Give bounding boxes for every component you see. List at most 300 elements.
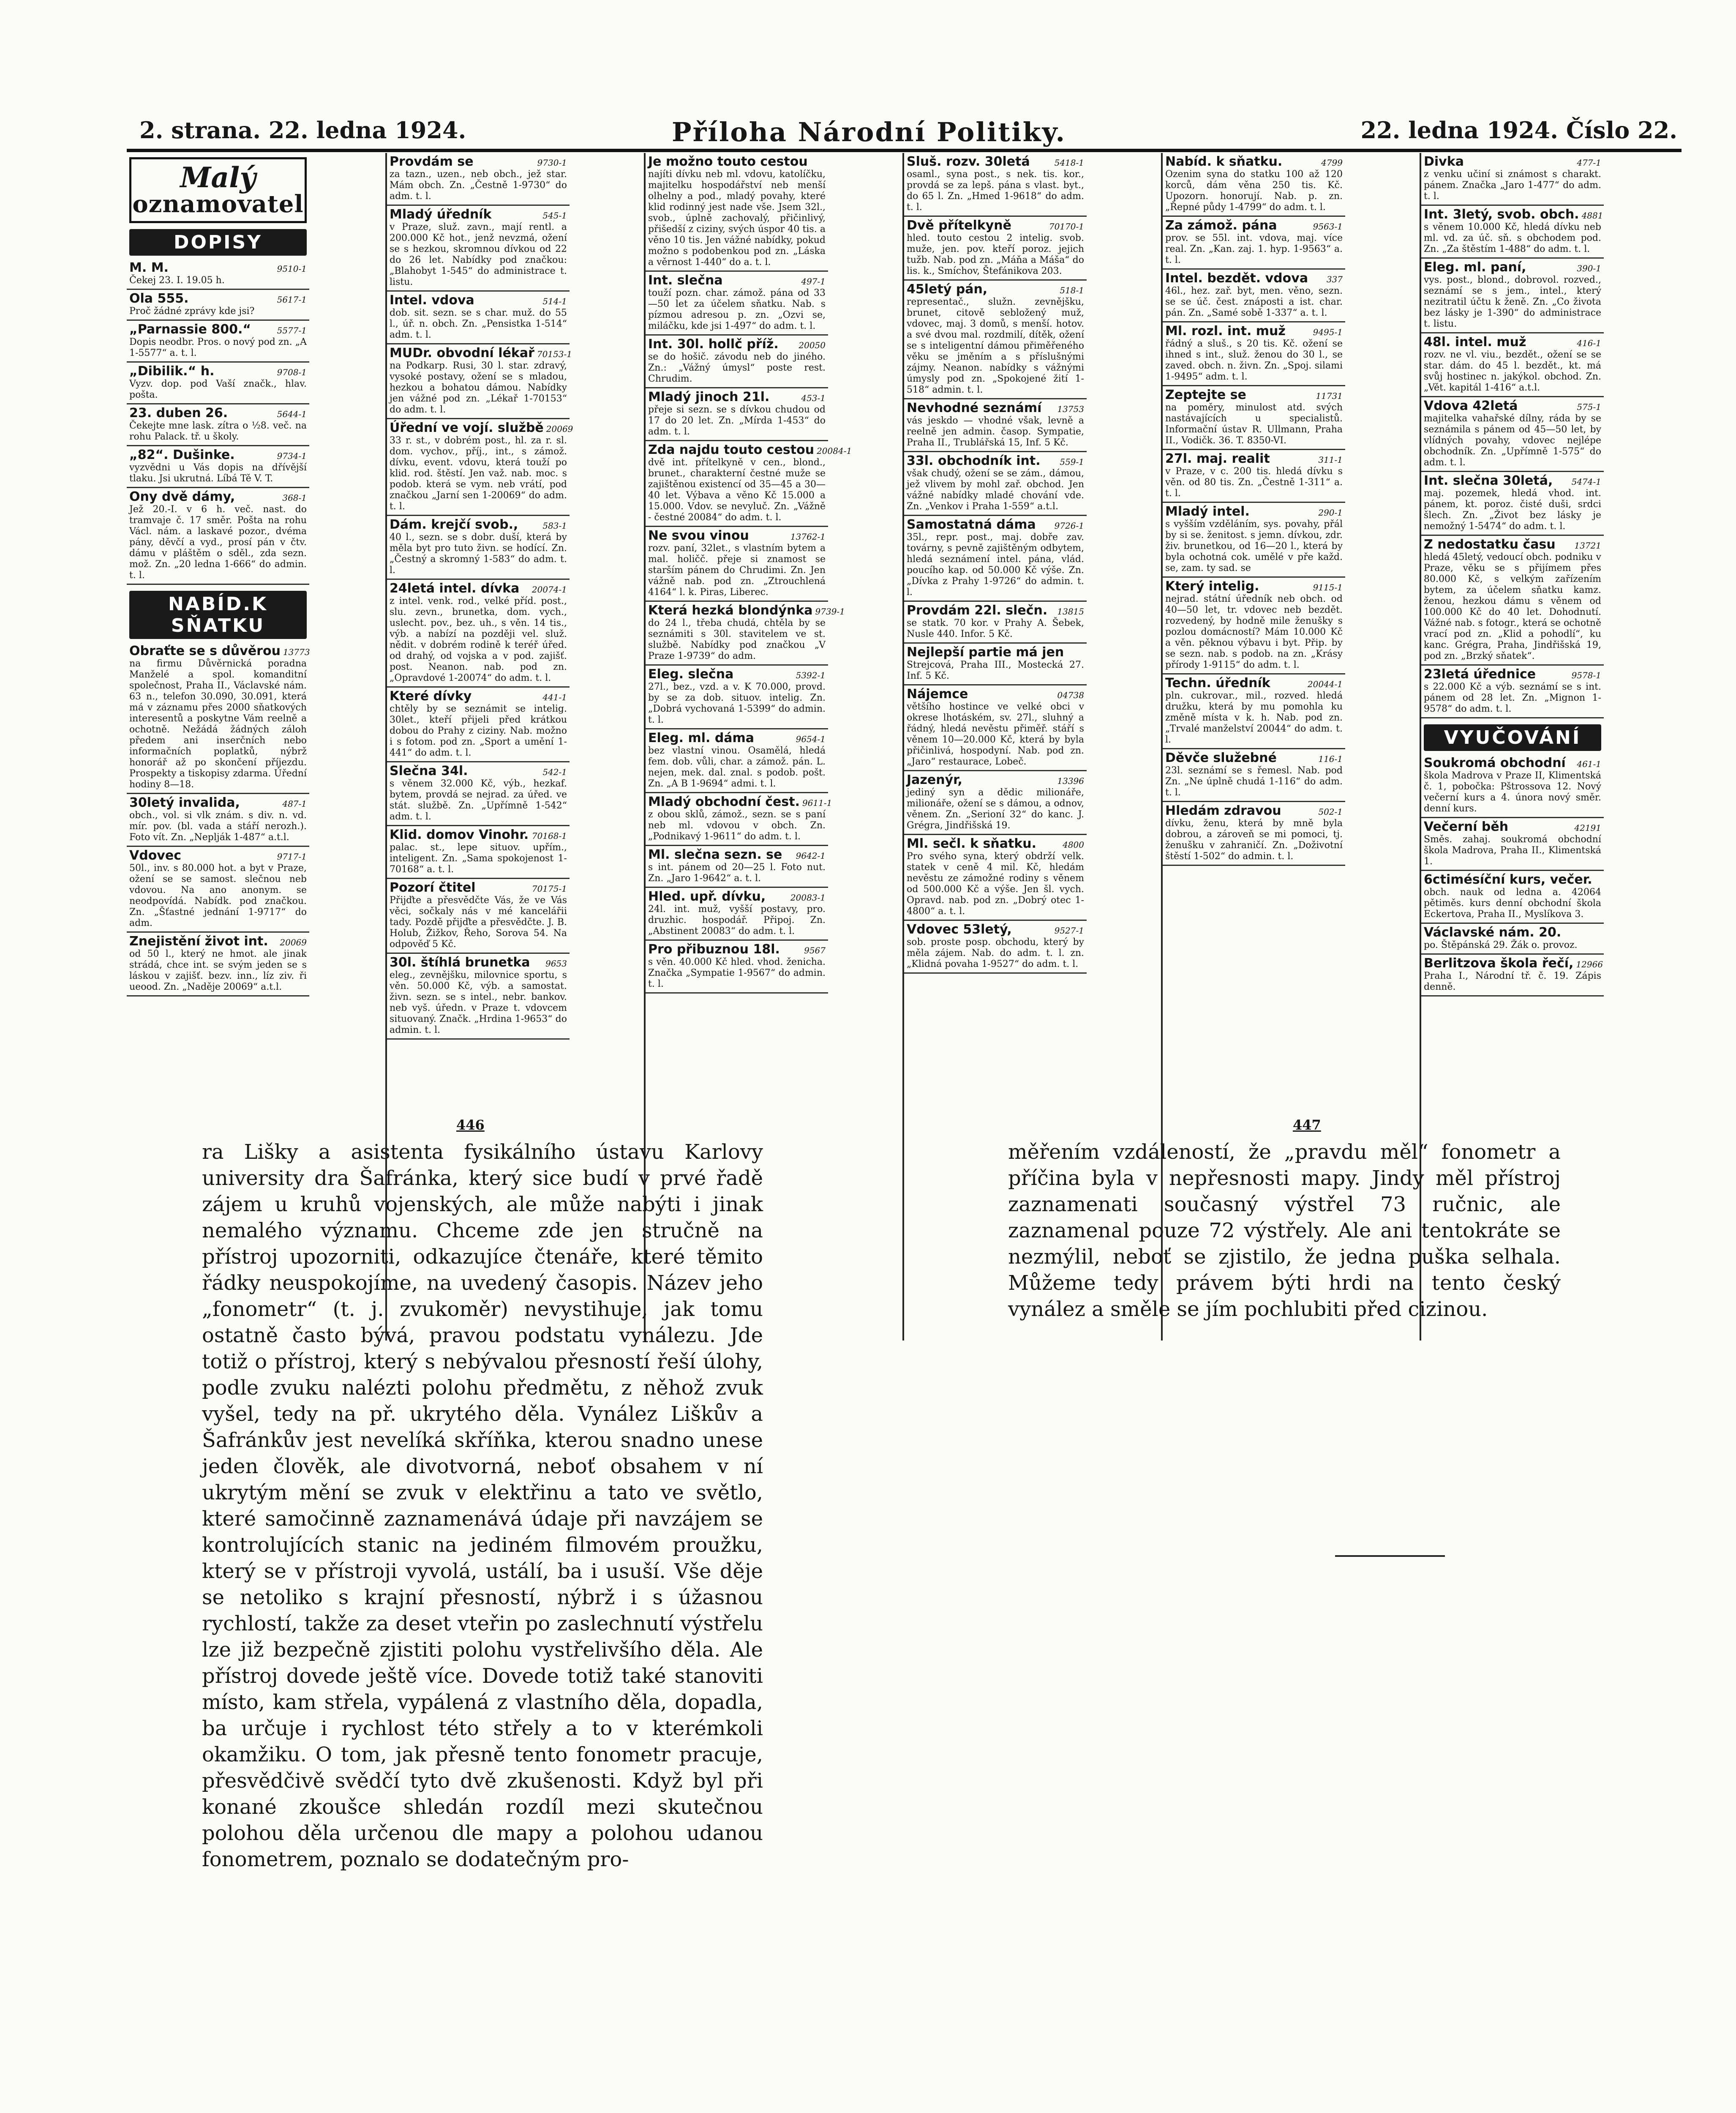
ad-code: 9717-1 bbox=[277, 852, 307, 862]
ad-code: 9739-1 bbox=[815, 606, 845, 617]
ad-text: dvě int. přítelkyně v cen., blond., brunet., charakterní čestné muže se zajištěnou existencí od 35—45 a 30—40 let. Výbava a věno Kč 15.000 a 15.000. Vdov. se nevyluč. Zn. „Vážně - čestné 20084“ do adm. t. l. bbox=[648, 457, 826, 523]
classified-ad bbox=[127, 321, 309, 363]
classified-ad bbox=[387, 688, 570, 762]
ad-code: 514-1 bbox=[542, 296, 567, 306]
ad-code: 11731 bbox=[1316, 391, 1343, 401]
classified-ad bbox=[646, 666, 828, 729]
ad-code: 311-1 bbox=[1318, 455, 1343, 465]
ad-text: 50l., inv. s 80.000 hot. a byt v Praze, ožení se se samost. slečnou neb vdovou. Na ano anonym. se neodpovídá. Nabídk. pod značkou. Zn. „Šťastné jednání 1-9717“ do adm. bbox=[129, 863, 307, 928]
ads-list bbox=[646, 153, 852, 994]
classified-ad bbox=[1421, 818, 1604, 871]
ad-code: 9567 bbox=[804, 945, 826, 955]
classified-ad bbox=[127, 642, 309, 794]
classified-ad bbox=[904, 399, 1087, 452]
classified-ad bbox=[646, 729, 828, 793]
classified-ad bbox=[387, 292, 570, 344]
ad-code: 5644-1 bbox=[277, 409, 307, 419]
ad-text: Strejcová, Praha III., Mostecká 27. Inf. 5 Kč. bbox=[907, 660, 1084, 681]
classified-ad bbox=[1421, 924, 1604, 955]
classified-ad bbox=[127, 363, 309, 404]
ad-title: 27l. maj. realit bbox=[1165, 451, 1270, 466]
ad-code: 13396 bbox=[1057, 776, 1084, 786]
ad-code: 13753 bbox=[1057, 404, 1084, 414]
ad-title: Ml. slečna sezn. se bbox=[648, 847, 782, 862]
ad-title: Hledám zdravou bbox=[1165, 803, 1281, 818]
ad-text: se statk. 70 kor. v Prahy A. Šebek, Nusle 440. Infor. 5 Kč. bbox=[907, 618, 1084, 639]
ad-title: „82“. Dušinke. bbox=[129, 448, 235, 462]
classified-ad bbox=[646, 336, 828, 388]
classified-ad bbox=[646, 153, 828, 272]
classified-ad bbox=[646, 941, 828, 994]
ad-code: 9654-1 bbox=[796, 734, 826, 744]
ad-code: 390-1 bbox=[1577, 263, 1601, 273]
classified-ad bbox=[646, 602, 845, 666]
header-title: Příloha Národní Politiky. bbox=[672, 117, 1066, 147]
classified-ad bbox=[127, 290, 309, 321]
section-nabidky: NABÍD.K SŇATKU bbox=[129, 591, 307, 639]
classified-ad bbox=[1421, 206, 1604, 259]
ad-code: 13815 bbox=[1057, 606, 1084, 617]
ads-list bbox=[127, 642, 309, 996]
ads-list bbox=[1163, 153, 1345, 866]
ad-text: s věn. 40.000 Kč hled. vhod. ženicha. Značka „Sympatie 1-9567“ do admin. t. l. bbox=[648, 957, 826, 989]
ad-text: palac. st., lepe situov. upřím., inteligent. Zn. „Sama spokojenost 1-70168“ a. t. l. bbox=[390, 842, 567, 875]
ad-title: Mladý jinoch 21l. bbox=[648, 390, 770, 404]
ad-code: 5474-1 bbox=[1571, 477, 1601, 487]
ad-code: 42191 bbox=[1574, 823, 1601, 833]
classified-ad bbox=[1163, 578, 1345, 674]
ad-code: 477-1 bbox=[1577, 158, 1601, 168]
ad-title: Který intelig. bbox=[1165, 579, 1259, 594]
ad-text: s 22.000 Kč a výb. seznámí se s int. pánem od 28 let. Zn. „Mignon 1-9578“ do adm. t. l. bbox=[1424, 682, 1601, 714]
classified-ad bbox=[1163, 802, 1345, 866]
classified-ad bbox=[646, 272, 828, 336]
ad-title: Večerní běh bbox=[1424, 819, 1509, 834]
ad-text: 46l., hez. zař. byt, men. věno, sezn. se se úč. čest. znáposti a ist. char. pán. Zn. „Samé sobě 1-337“ a. t. l. bbox=[1165, 286, 1343, 318]
ad-code: 416-1 bbox=[1577, 338, 1601, 348]
classified-ad bbox=[646, 388, 828, 441]
ad-text: řádný a sluš., s 20 tis. Kč. ožení se ihned s int., služ. ženou do 30 l., se zaved. obch. n. živn. Zn. „Spoj. silami 1-9495“ adm. t. l. bbox=[1165, 339, 1343, 382]
ad-title: MUDr. obvodní lékař bbox=[390, 346, 534, 360]
classified-ad bbox=[387, 344, 570, 419]
classified-ad bbox=[127, 404, 309, 446]
classified-ad bbox=[904, 921, 1087, 974]
classified-ad bbox=[904, 217, 1087, 281]
ad-title: Eleg. slečna bbox=[648, 667, 734, 682]
classified-ad bbox=[1421, 397, 1604, 472]
ad-text: v Praze, v c. 200 tis. hledá dívku s věn. od 80 tis. Zn. „Čestně 1-311“ a. t. l. bbox=[1165, 466, 1343, 499]
ad-code: 583-1 bbox=[542, 521, 567, 531]
ad-title: Ony dvě dámy, bbox=[129, 489, 235, 504]
classified-ad bbox=[1163, 322, 1345, 386]
ad-text: nejrad. státní úředník neb obch. od 40—50 let, tr. vdovec neb bezdět. rozvedený, by hodně mile ženušky s pozlou domácností? Mám 10.000 Kč a věn. pěknou výbavu i byt. Přip. by se sezn. nab. s podob. na zn. „Krásy přírody 1-9115“ do adm. t. l. bbox=[1165, 594, 1343, 670]
ad-code: 20044-1 bbox=[1307, 679, 1343, 689]
classified-ad bbox=[646, 846, 828, 888]
ad-text: na firmu Důvěrnická poradna Manželé a spol. komanditní společnost, Praha II., Václavské nám. 63 n., telefon 30.090, 30.091, která má v záznamu přes 2000 sňatkových interesentů a poskytne Vám reelně a ochotně. Nežádá žádných záloh předem ani inserčních nebo informačních poplatků, nýbrž honorář až po skončení příjezdu. Prospekty a tiskopisy zdarma. Úřední hodiny 8—18. bbox=[129, 658, 307, 790]
ad-code: 5418-1 bbox=[1054, 158, 1084, 168]
ad-text: z venku učiní si známost s charakt. pánem. Značka „Jaro 1-477“ do adm. t. l. bbox=[1424, 169, 1601, 202]
masthead-line1: Malý bbox=[180, 161, 256, 194]
ad-title: Úřední ve vojí. službě bbox=[390, 420, 544, 435]
header-rule bbox=[127, 149, 1681, 152]
ad-text: s věnem 32.000 Kč, výb., hezkaf. bytem, provdá se nejrad. za úřed. ve stát. službě. Zn. „Upřímně 1-542“ adm. t. l. bbox=[390, 778, 567, 822]
ad-text: vys. post., blond., dobrovol. rozved., seznámí se s jem., intel., který nezitratil účtu k ženě. Zn. „Co života bez lásky je 1-390“ do administrace t. listu. bbox=[1424, 275, 1601, 329]
ad-title: Ne svou vinou bbox=[648, 528, 749, 543]
ad-text: obch., vol. si vlk znám. s div. n. vd. mír. pov. (bl. vada a stáří nerozh.). Foto vít. Zn. „Neplják 1-487“ a.t.l. bbox=[129, 810, 307, 843]
ad-code: 116-1 bbox=[1318, 754, 1343, 764]
classified-ad bbox=[387, 153, 570, 206]
ad-title: Int. slečna bbox=[648, 273, 723, 288]
classified-ad bbox=[387, 580, 570, 688]
page-header bbox=[139, 117, 1677, 150]
ad-title: Dvě přítelkyně bbox=[907, 218, 1011, 233]
ad-title: Sluš. rozv. 30letá bbox=[907, 154, 1030, 169]
ad-text: rozv. ne vl. viu., bezdět., ožení se se star. dám. do 45 l. bezdět., kt. má svůj hostinec n. jakýkol. obchod. Zn. „Vět. kapitál 1-416“ a.t.l. bbox=[1424, 349, 1601, 393]
ad-title: 30letý invalida, bbox=[129, 795, 240, 810]
ad-code: 4799 bbox=[1321, 158, 1343, 168]
ad-code: 9527-1 bbox=[1054, 925, 1084, 936]
classified-ad bbox=[387, 826, 570, 879]
classified-ad bbox=[904, 516, 1087, 602]
ad-title: Hled. upř. dívku, bbox=[648, 889, 766, 904]
classified-ad bbox=[904, 771, 1087, 835]
classified-ad bbox=[904, 452, 1087, 516]
ad-code: 461-1 bbox=[1577, 759, 1601, 769]
ad-title: Zda najdu touto cestou bbox=[648, 442, 815, 457]
classified-ad bbox=[1163, 217, 1345, 270]
ad-title: 33l. obchodník int. bbox=[907, 453, 1041, 468]
ad-text: dob. sit. sezn. se s char. muž. do 55 l., úř. n. obch. Zn. „Pensistka 1-514“ adm. t. l. bbox=[390, 308, 567, 340]
ad-code: 542-1 bbox=[542, 767, 567, 777]
ad-text: maj. pozemek, hledá vhod. int. pánem, kt. poroz. čisté duši, srdci šlech. Zn. „Život bez lásky je nemožný 1-5474“ do adm. t. l. bbox=[1424, 488, 1601, 532]
ad-text: 23l. seznámí se s řemesl. Nab. pod Zn. „Ne úplně chudá 1-116“ do adm. t. l. bbox=[1165, 765, 1343, 798]
classified-ad bbox=[904, 835, 1087, 921]
ad-code: 70153-1 bbox=[537, 349, 572, 359]
ad-text: prov. se 55l. int. vdova, maj. více real. Zn. „Kan. zaj. 1. hyp. 1-9563“ a. t. l. bbox=[1165, 233, 1343, 265]
ad-text: z obou sklů, zámož., sezn. se s paní neb ml. vdovou v obch. Zn. „Podnikavý 1-9611“ do adm. t. l. bbox=[648, 809, 826, 842]
ad-title: Které dívky bbox=[390, 689, 472, 704]
ad-code: 20083-1 bbox=[790, 893, 826, 903]
classified-ad bbox=[387, 762, 570, 826]
ad-title: Intel. vdova bbox=[390, 293, 474, 308]
ad-title: Jazenýr, bbox=[907, 773, 962, 787]
ad-text: pln. cukrovar., mil., rozved. hledá družku, která by mu pomohla ku změně místa v k. h. Nab. pod zn. „Trvalé manželství 20044“ do adm. t. l. bbox=[1165, 691, 1343, 745]
ad-text: bez vlastní vinou. Osamělá, hledá fem. dob. vůli, char. a zámož. pán. L. nejen, mek. dal. znal. s podob. pošt. Zn. „A B 1-9694“ admi. t. l. bbox=[648, 745, 826, 789]
ad-code: 9115-1 bbox=[1313, 582, 1343, 592]
ad-code: 5392-1 bbox=[796, 670, 826, 680]
article-left-column: ra Lišky a asistenta fysikálního ústavu Karlovy university dra Šafránka, který sice budí v prvé řadě zájem u kruhů vojenských, ale může nabýti i jinak nemalého významu. Chceme zde jen stručně na přístroj upozorniti, odkazujíce čtenáře, které těmito řádky neuspokojíme, na uvedený časopis. Název jeho „fonometr“ (t. j. zvukoměr) nevystihuje, jak tomu ostatně často bývá, pravou podstatu vynálezu. Jde totiž o přístroj, který s nebývalou přesností řeší úlohy, podle zvuku nalézti polohu předmětu, z něhož zvuk vyšel, tedy na př. ukrytého děla. Vynález Liškův a Šafránkův jest nevelíká skříňka, kterou snadno unese jeden člověk, ale divotvorná, neboť obsahem v ní ukrytým mění se zvuk v elektřinu a tato ve světlo, které samočinně zaznamenává údaje při navzájem se kontrolujících stanic na jediném filmovém proužku, který se v přístroji vyvolá, ustálí, ba i usuší. Vše děje se netoliko s krajní přesností, nýbrž i s úžasnou rychlostí, takže za deset vteřin po zaslechnutí výstřelu lze již bezpečně zjistiti polohu vystřelivšího děla. Ale přístroj dovede ještě více. Dovede totiž také stanoviti místo, kam střela, vypálená z vlastního děla, dopadla, ba určuje i rychlost této střely a to v kterémkoli okamžiku. O tom, jak přesně tento fonometr pracuje, přesvědčivě svědčí tyto dvě zkušenosti. Když byl při konané zkoušce shledán rozdíl mezi skutečnou polohou děla určenou dle mapy a polohou udanou fonometrem, poznalo se dodatečným pro- bbox=[202, 1140, 763, 1871]
ad-code: 9578-1 bbox=[1571, 670, 1601, 680]
classified-ad bbox=[904, 602, 1087, 644]
classified-ad bbox=[1163, 674, 1345, 749]
ad-code: 13721 bbox=[1574, 541, 1601, 551]
ad-text: Ozenim syna do statku 100 až 120 korců, dám věna 250 tis. Kč. Upozorn. honorují. Nab. p. zn. „Řepné půdy 1-4799“ do adm. t. l. bbox=[1165, 169, 1343, 213]
ad-title: Znejistění život int. bbox=[129, 934, 268, 949]
ad-code: 20069 bbox=[280, 937, 307, 947]
ad-title: Za zámož. pána bbox=[1165, 218, 1277, 233]
ad-code: 9708-1 bbox=[277, 367, 307, 377]
ad-code: 290-1 bbox=[1318, 508, 1343, 518]
ad-text: s int. pánem od 20—25 l. Foto nut. Zn. „Jaro 1-9642“ a. t. l. bbox=[648, 862, 826, 884]
classified-ad bbox=[127, 488, 309, 585]
ad-text: hled. touto cestou 2 intelig. svob. muže, jen. pov. kteří poroz. jejich tužb. Nab. pod zn. „Máňa a Máša“ do lis. k., Smíchov, Štefánikova 203. bbox=[907, 233, 1084, 276]
folio-right: 447 bbox=[1293, 1117, 1321, 1133]
ad-text: za tazn., uzen., neb obch., jež star. Mám obch. Zn. „Čestně 1-9730“ do adm. t. l. bbox=[390, 169, 567, 202]
ad-title: Pozorí čtitel bbox=[390, 880, 476, 895]
ad-code: 20084-1 bbox=[817, 446, 852, 456]
ad-title: Klid. domov Vinohr. bbox=[390, 827, 529, 842]
ad-title: Mladý obchodní čest. bbox=[648, 794, 800, 809]
ad-title: Děvče služebné bbox=[1165, 751, 1277, 765]
ad-title: Nejlepší partie má jen bbox=[907, 645, 1064, 660]
ad-code: 04738 bbox=[1057, 690, 1084, 700]
ad-title: Ola 555. bbox=[129, 291, 189, 306]
ad-code: 9642-1 bbox=[796, 851, 826, 861]
ads-list bbox=[1421, 754, 1604, 996]
ad-code: 9734-1 bbox=[277, 451, 307, 461]
ad-title: Vdova 42letá bbox=[1424, 399, 1518, 413]
ad-code: 337 bbox=[1326, 274, 1343, 284]
ad-text: přeje si sezn. se s dívkou chudou od 17 do 20 let. Zn. „Mírda 1-453“ do adm. t. l. bbox=[648, 404, 826, 437]
ad-text: Vyzv. dop. pod Vaší značk., hlav. pošta. bbox=[129, 379, 307, 400]
classified-ad bbox=[1421, 333, 1604, 397]
ad-title: Pro přibuznou 18l. bbox=[648, 942, 780, 957]
ad-text: Čekej 23. I. 19.05 h. bbox=[129, 275, 225, 286]
ad-title: Soukromá obchodní bbox=[1424, 756, 1566, 770]
ads-list bbox=[904, 153, 1087, 974]
ad-code: 9730-1 bbox=[537, 158, 567, 168]
ad-title: M. M. bbox=[129, 260, 169, 275]
ad-text: Pro svého syna, který obdrží velk. statek v ceně 4 mil. Kč, hledám nevěstu ze zámožné rodiny s věnem od 500.000 Kč a výše. Jen šl. vych. Opravd. nab. pod zn. „Dobrý otec 1-4800“ a. t. l. bbox=[907, 851, 1084, 917]
classified-ad bbox=[387, 516, 570, 580]
ad-code: 70168-1 bbox=[531, 831, 567, 841]
classified-ad bbox=[1421, 153, 1604, 206]
ad-code: 20069 bbox=[546, 424, 573, 434]
ad-text: škola Madrova v Praze II, Klimentská č. 1, pobočka: Pštrossova 12. Nový večerní kurs a 4. února nový směr. denní kurs. bbox=[1424, 770, 1601, 814]
ad-title: 24letá intel. dívka bbox=[390, 581, 520, 596]
ad-text: eleg., zevnějšku, milovnice sportu, s věn. 50.000 Kč, výb. a samostat. živn. sezn. se s intel., nebr. bankov. neb vyš. úředn. v Praze t. vdovcem situovaný. Značk. „Hrdina 1-9653“ do admin. t. l. bbox=[390, 970, 567, 1035]
ad-code: 518-1 bbox=[1060, 285, 1084, 295]
ad-text: sob. proste posp. obchodu, který by měla zájem. Nab. do adm. t. l. zn. „Klidná povaha 1-9527“ do adm. t. l. bbox=[907, 937, 1084, 969]
ad-title: Která hezká blondýnka bbox=[648, 603, 813, 618]
ad-text: osaml., syna post., s nek. tis. kor., provdá se za lepš. pána s vlast. byt., do 65 l. Zn. „Hmed 1-9618“ do adm. t. l. bbox=[907, 169, 1084, 213]
classified-ad bbox=[1163, 386, 1345, 450]
ad-text: se do hošič. závodu neb do jiného. Zn.: „Vážný úmysl“ poste rest. Chrudim. bbox=[648, 352, 826, 384]
classified-ad bbox=[904, 644, 1087, 685]
ad-code: 487-1 bbox=[282, 799, 307, 809]
ad-code: 9563-1 bbox=[1313, 221, 1343, 232]
ad-title: Nevhodné seznámí bbox=[907, 401, 1042, 415]
ad-text: na Podkarp. Rusi, 30 l. star. zdravý, vysoké postavy, ožení se s mladou, hezkou a bohatou dámou. Nabídky jen vážné pod zn. „Lékař 1-70153“ do adm. t. l. bbox=[390, 360, 567, 415]
ads-list bbox=[387, 153, 573, 1040]
ad-title: Zeptejte se bbox=[1165, 388, 1246, 402]
ad-text: z intel. venk. rod., velké příd. post., slu. zevn., brunetka, dom. vych., uslecht. pov., bez. uh., s věn. 14 tis., výb. a nabízí na později vel. služ. nědit. v dobrém rodině k teréř úřed. od drahý, od vojska a v pod. zajišť. post. Neanon. nab. pod zn. „Opravdové 1-20074“ do adm. t. l. bbox=[390, 596, 567, 683]
ad-text: s věnem 10.000 Kč, hledá dívku neb ml. vd. za úč. sň. s obchodem pod. Zn. „Za štěstím 1-488“ do adm. t. l. bbox=[1424, 222, 1601, 254]
ad-code: 9726-1 bbox=[1054, 521, 1084, 531]
classified-ad bbox=[904, 281, 1087, 399]
ad-code: 5577-1 bbox=[277, 325, 307, 336]
ads-list bbox=[1421, 153, 1604, 718]
ad-text: Dopis neodbr. Pros. o nový pod zn. „A 1-5577“ a. t. l. bbox=[129, 337, 307, 358]
ad-text: do 24 l., třeba chudá, chtěla by se seznámiti s 30l. stavitelem ve st. službě. Nabídky pod značkou „V Praze 1-9739“ do adm. bbox=[648, 618, 826, 661]
ad-code: 559-1 bbox=[1060, 457, 1084, 467]
ad-code: 9495-1 bbox=[1313, 327, 1343, 337]
ad-code: 20050 bbox=[799, 340, 826, 350]
classified-ad bbox=[127, 847, 309, 933]
ad-title: Int. slečna 30letá, bbox=[1424, 473, 1553, 488]
ad-title: Ml. rozl. int. muž bbox=[1165, 324, 1286, 339]
ad-code: 13762-1 bbox=[790, 532, 826, 542]
ad-text: Přijďte a přesvědčte Vás, že ve Vás věci, sočkaly nás v mé kancelářii tady. Pozdě přijďte a přesvědčte. J. B. Holub, Žižkov, Řeho, Sorova 54. Na odpověď 5 Kč. bbox=[390, 895, 567, 950]
ad-text: rozv. paní, 32let., s vlastním bytem a mal. holičč. přeje si znamost se starším pánem do Chrudimi. Zn. Jen vážně nab. pod zn. „Ztrouchlená 4164“ l. k. Piras, Liberec. bbox=[648, 543, 826, 598]
ad-code: 70175-1 bbox=[531, 884, 567, 894]
ad-code: 9653 bbox=[545, 958, 567, 969]
ad-title: 6ctimésíční kurs, večer. bbox=[1424, 872, 1592, 887]
closing-rule bbox=[1335, 1555, 1445, 1557]
ad-code: 12966 bbox=[1576, 959, 1603, 969]
ad-code: 70170-1 bbox=[1049, 221, 1084, 232]
ad-text: Čekejte mne lask. zítra o ½8. več. na rohu Palack. tř. u školy. bbox=[129, 420, 307, 442]
classified-ad bbox=[1421, 666, 1604, 718]
classified-ad bbox=[1421, 871, 1604, 924]
ad-title: Z nedostatku času bbox=[1424, 537, 1556, 552]
ad-code: 497-1 bbox=[801, 276, 826, 287]
ad-text: jediný syn a dědic milionáře, milionáře, ožení se s dámou, a odnov, věnem. Zn. „Serioní 32“ do kanc. J. Grégra, Jindřišská 19. bbox=[907, 787, 1084, 831]
classified-ad bbox=[646, 527, 828, 602]
ad-title: Samostatná dáma bbox=[907, 517, 1036, 532]
ad-text: hledá 45letý, vedoucí obch. podniku v Praze, věku se s přijímem přes 80.000 Kč, s velkým zařízením bytem, za účelem sňatku kamz. ženou, hezkou dámu s věnem od 100.000 Kč do 40 let. Dohodnutí. Vážné nab. s fotogr., která se ochotně vrací pod zn. „Klid a pohodlí“, ku kanc. Grégra, Praha, Jindřišská 19, pod zn. „Brzký sňatek“. bbox=[1424, 552, 1601, 661]
ad-text: touží pozn. char. zámož. pána od 33—50 let za účelem sňatku. Nab. s pízmou adresou p. zn. „Ozvi se, miláčku, kde jsi 1-497“ do adm. t. l. bbox=[648, 288, 826, 331]
classified-ad bbox=[1421, 754, 1604, 818]
section-vyucovani: VYUČOVÁNÍ bbox=[1424, 724, 1601, 751]
ad-code: 9510-1 bbox=[277, 264, 307, 274]
ad-text: však chudý, ožení se se zám., dámou, jež vlivem by mohl zař. obchod. Jen vážné nabídky mladé chování vde. Zn. „Venkov i Praha 1-559“ a.t.l. bbox=[907, 468, 1084, 512]
ad-text: representač., služn. zevnějšku, brunet, citově sebložený muž, vdovec, maj. 3 domů, s menší. hotov. a své dvou mal. rozdmilí, dítěk, ožení se s inteligentní dámou přiměřeného věku se jměním a s příslušnými zájmy. Neanon. nabídky s vážnými úmysly pod zn. „Spokojené žití 1-518“ admin. t. l. bbox=[907, 297, 1084, 395]
ad-text: dívku, ženu, která by mně byla dobrou, a zároveň se mi pomoci, tj. ženušku v zahraničí. Zn. „Doživotní štěstí 1-502“ do admin. t. l. bbox=[1165, 818, 1343, 862]
ad-text: 40 l., sezn. se s dobr. duší, která by měla byt pro tuto živn. se hodící. Zn. „Čestný a skromný 1-583“ do adm. t. l. bbox=[390, 532, 567, 576]
ad-text: 33 r. st., v dobrém post., hl. za r. sl. dom. vychov., příj., int., s zámož. dívku, event. vdovu, která touží po klid. rod. štěstí. Jen važ. nab. moc. s podob. která se vym. neb vrátí, pod značkou „Jarní sen 1-20069“ do adm. t. l. bbox=[390, 435, 567, 512]
classified-ad bbox=[387, 879, 570, 954]
classified-ad bbox=[127, 794, 309, 847]
masthead bbox=[129, 157, 307, 223]
ad-title: Nájemce bbox=[907, 687, 968, 702]
ad-text: chtěly by se seznámit se intelig. 30let., kteří přijeli před krátkou dobou do Prahy z ciziny. Nab. možno i s fotom. pod zn. „Sport a umění 1-441“ do adm. t. l. bbox=[390, 704, 567, 758]
ad-text: 35l., repr. post., maj. dobře zav. továrny, s pevně zajištěným odbytem, hledá seznámení intel. pána, vlád. poucího kap. od 50.000 Kč výše. Zn. „Dívka z Prahy 1-9726“ do admin. t. l. bbox=[907, 532, 1084, 598]
classified-ad bbox=[1421, 955, 1604, 996]
ad-title: Je možno touto cestou bbox=[648, 154, 808, 169]
classified-ad bbox=[904, 685, 1087, 771]
ad-code: 4800 bbox=[1063, 840, 1084, 850]
classified-ad bbox=[127, 933, 309, 996]
ad-title: Slečna 34l. bbox=[390, 764, 468, 778]
article-right-column: měřením vzdáleností, že „pravdu měl“ fonometr a příčina byla v nepřesnosti mapy. Jindy měl přístroj zaznamenati současný výstřel 73 ručnic, ale zaznamenal pouze 72 výstřely. Ale ani tentokráte se nezmýlil, neboť se zjistilo, že jedna puška selhala. Můžeme tedy právem býti hrdi na tento český vynález a směle se jím pochlubiti před cizinou. bbox=[1008, 1140, 1561, 1321]
classified-ad bbox=[387, 954, 570, 1040]
classified-ad bbox=[1421, 536, 1604, 666]
ad-text: vyzvědni u Vás dopis na dřívější tlaku. Jsi ukrutná. Líbá Tě V. T. bbox=[129, 462, 307, 484]
ad-title: Nabíd. k sňatku. bbox=[1165, 154, 1283, 169]
ad-title: Ml. sečl. k sňatku. bbox=[907, 836, 1036, 851]
ad-title: Vdovec bbox=[129, 848, 181, 863]
ad-text: Jež 20.-I. v 6 h. več. nast. do tramvaje č. 17 směr. Pošta na rohu Václ. nám. a laskavé pozor., dvéma pány, děvčí a vyd., prosí pán v čtv. dámu v pláštěm o sděl., zda sezn. mož. Zn. „20 ledna 1-666“ do admin. t. l. bbox=[129, 504, 307, 581]
classified-ad bbox=[1163, 153, 1345, 217]
ad-text: v Praze, služ. zavn., mají rentl. a 200.000 Kč hot., jenž nevzmá, ožení se s hezkou, skromnou dívkou od 22 do 26 let. Nabídky pod značkou: „Blahobyt 1-545“ do administrace t. listu. bbox=[390, 222, 567, 287]
classified-ad bbox=[646, 888, 828, 941]
ad-title: Int. 30l. hollč příž. bbox=[648, 337, 779, 352]
ad-code: 13773 bbox=[283, 647, 310, 657]
ad-title: Dám. krejčí svob., bbox=[390, 517, 518, 532]
ad-text: najíti dívku neb ml. vdovu, katolíčku, majitelku hospodářství neb menší olhelny a pod., mladý povahy, které klid rodinný jest nade vše. Jsem 32l., svob., úplně zachovalý, přičinlivý, přišedší z ciziny, svých úspor 40 tis. a věno 10 tis. Jen vážné nabídky, pokud možno s podobenkou pod zn. „Láska a věrnost 1-440“ do a. t. l. bbox=[648, 169, 826, 268]
ad-text: Proč žádné zprávy kde jsi? bbox=[129, 306, 255, 317]
classified-ad bbox=[127, 259, 309, 290]
ad-title: Mladý intel. bbox=[1165, 504, 1250, 519]
ad-code: 453-1 bbox=[801, 393, 826, 403]
ad-title: Provdám 22l. slečn. bbox=[907, 603, 1048, 618]
ad-title: Berlitzova škola řečí, bbox=[1424, 956, 1574, 971]
ad-code: 502-1 bbox=[1318, 807, 1343, 817]
ad-code: 5617-1 bbox=[277, 295, 307, 305]
ad-text: s vyšším vzděláním, sys. povahy, přál by si se. ženitost. s jemn. dívkou, zdr. živ. brunetkou, od 16—20 l., která by byla ochotná cok. umělé v pře každ. se, zam. ty sad. se bbox=[1165, 519, 1343, 573]
ad-code: 9611-1 bbox=[802, 798, 832, 808]
classified-ad bbox=[1163, 749, 1345, 802]
ad-text: obch. nauk od ledna a. 42064 pětiměs. kurs denní obchodní škola Eckertova, Praha II., Myslíkova 3. bbox=[1424, 887, 1601, 920]
classified-ad bbox=[1421, 259, 1604, 333]
ad-title: 30l. štíhlá brunetka bbox=[390, 955, 530, 970]
ad-title: Eleg. ml. dáma bbox=[648, 731, 755, 745]
ad-title: Vdovec 53letý, bbox=[907, 922, 1012, 937]
classified-ad bbox=[387, 419, 573, 516]
ad-text: Směs. zahaj. soukromá obchodní škola Madrova, Praha II., Klimentská 1. bbox=[1424, 834, 1601, 867]
ad-title: 23letá úřednice bbox=[1424, 667, 1536, 682]
ad-code: 368-1 bbox=[282, 493, 307, 503]
ad-title: Obraťte se s důvěrou bbox=[129, 644, 281, 658]
ad-code: 4881 bbox=[1581, 210, 1603, 221]
classified-ad bbox=[646, 793, 832, 846]
ad-text: Praha I., Národní tř. č. 19. Zápis denně. bbox=[1424, 971, 1601, 992]
ad-title: Eleg. ml. paní, bbox=[1424, 260, 1526, 275]
ad-text: většího hostince ve velké obci v okrese lhotáském, sv. 27l., sluhný a řádný, hledá nevěstu přiměř. stáří s věnem 10—20.000 Kč, která by byla přičinlivá, hospodyní. Nab. pod zn. „Jaro“ restaurace, Lobeč. bbox=[907, 702, 1084, 767]
header-date-right: 22. ledna 1924. Číslo 22. bbox=[1360, 117, 1677, 144]
classified-ad bbox=[387, 206, 570, 292]
ad-code: 575-1 bbox=[1577, 402, 1601, 412]
ad-text: od 50 l., který ne hmot. ale jinak strádá, chce int. se svým jeden se s láskou v zajišť. bezv. inn., líz ziv. ři ueood. Zn. „Naděje 20069“ a.t.l. bbox=[129, 949, 307, 992]
classified-ad bbox=[127, 446, 309, 488]
ad-title: Provdám se bbox=[390, 154, 474, 169]
ad-text: na poměry, minulost atd. svých nastávajících u specialistů. Informační ústav R. Ullmann, Praha II., Vodičk. 36. T. 8350-VI. bbox=[1165, 402, 1343, 446]
classified-ad bbox=[1163, 503, 1345, 578]
classified-ad bbox=[1421, 472, 1604, 536]
ad-code: 20074-1 bbox=[531, 584, 567, 595]
section-dopisy: DOPISY bbox=[129, 229, 307, 256]
ad-text: 24l. int. muž, vyšší postavy, pro. druzhic. hospodář. Připoj. Zn. „Abstinent 20083“ do adm. t. l. bbox=[648, 904, 826, 936]
ad-text: po. Štěpánská 29. Žák o. provoz. bbox=[1424, 940, 1578, 950]
classified-ad bbox=[1163, 450, 1345, 503]
ad-code: 545-1 bbox=[542, 210, 567, 221]
ad-title: Václavské nám. 20. bbox=[1424, 925, 1562, 940]
ad-text: 27l., bez., vzd. a v. K 70.000, provd. by se za dob. situov. intelig. Zn. „Dobrá vychovaná 1-5399“ do admin. t. l. bbox=[648, 682, 826, 725]
ad-title: Techn. úředník bbox=[1165, 676, 1270, 691]
ad-title: Intel. bezdět. vdova bbox=[1165, 271, 1308, 286]
classified-ad bbox=[1163, 270, 1345, 322]
ad-title: „Dibilik.“ h. bbox=[129, 364, 215, 379]
ad-code: 441-1 bbox=[542, 692, 567, 702]
folio-left: 446 bbox=[456, 1117, 485, 1133]
ad-text: vás jeskdo — vhodné však, levně a reelně jen admin. časop. Sympatie, Praha II., Trublářská 15, Inf. 5 Kč. bbox=[907, 415, 1084, 448]
ad-title: 48l. intel. muž bbox=[1424, 335, 1526, 349]
ad-title: Divka bbox=[1424, 154, 1464, 169]
ad-title: Int. 3letý, svob. obch. bbox=[1424, 207, 1579, 222]
header-date-left: 2. strana. 22. ledna 1924. bbox=[139, 117, 466, 144]
masthead-line2: oznamovatel bbox=[132, 190, 304, 218]
